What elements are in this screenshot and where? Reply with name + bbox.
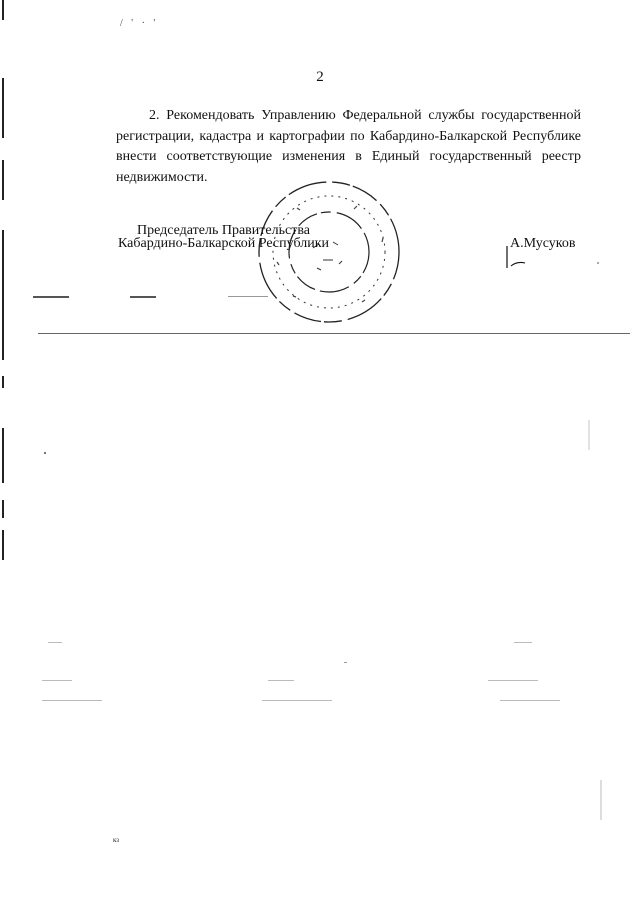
- scan-scribble: / ' · ': [120, 18, 159, 29]
- scan-speck: [344, 662, 347, 663]
- scan-margin-mark: [2, 78, 4, 138]
- scan-margin-mark: [2, 230, 4, 360]
- horizontal-divider: [38, 333, 630, 334]
- page-number: 2: [316, 69, 324, 85]
- scan-speck: [42, 700, 102, 701]
- scan-speck: [588, 420, 590, 450]
- scan-speck: [268, 680, 294, 681]
- scan-margin-mark: [2, 160, 4, 200]
- scan-speck: [48, 642, 62, 643]
- scan-line: [130, 296, 156, 298]
- scan-speck: [514, 642, 532, 643]
- footer-code: кз: [113, 836, 120, 844]
- signer-title-line2: Кабардино-Балкарской Республики: [118, 236, 329, 251]
- scan-speck: [600, 780, 602, 820]
- scan-speck: [44, 452, 46, 454]
- body-paragraph: 2. Рекомендовать Управлению Федеральной службы государственной регистрации, кадастра и картографии по Кабардино-Балкарской Республике внести соответствующие изменения в Единый государственный реестр недвижимости.: [116, 108, 581, 185]
- handwritten-signature-icon: [503, 244, 533, 270]
- signer-title-line1: Председатель Правительства: [137, 223, 310, 238]
- scan-margin-mark: [2, 376, 4, 388]
- scan-speck: [42, 680, 72, 681]
- scan-margin-mark: [2, 428, 4, 483]
- scan-speck: [500, 700, 560, 701]
- scan-line: [33, 296, 69, 298]
- scan-speck: [597, 262, 599, 264]
- scan-speck: [488, 680, 538, 681]
- signer-name: А.Мусуков: [510, 236, 576, 251]
- scan-margin-mark: [2, 0, 4, 20]
- scan-margin-mark: [2, 530, 4, 560]
- scan-line: [228, 296, 268, 297]
- scan-margin-mark: [2, 500, 4, 518]
- scan-speck: [262, 700, 332, 701]
